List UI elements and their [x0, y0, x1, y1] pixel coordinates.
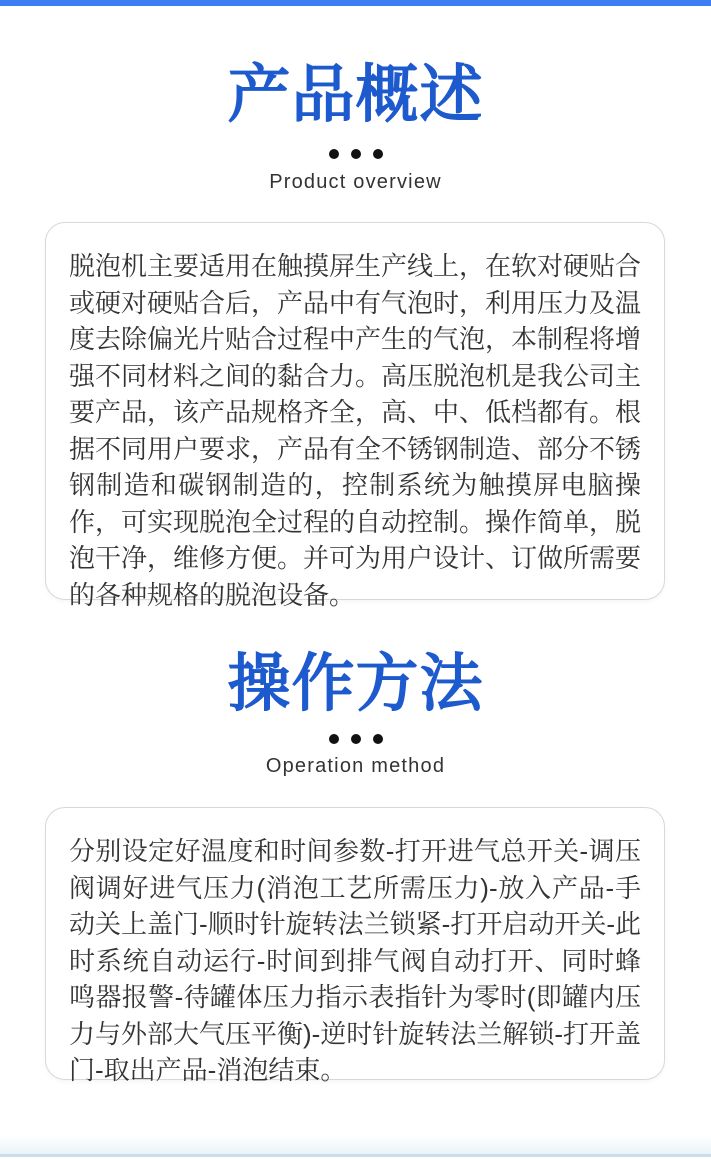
product-overview-text: 脱泡机主要适用在触摸屏生产线上，在软对硬贴合或硬对硬贴合后，产品中有气泡时，利用压力及温度去除偏光片贴合过程中产生的气泡，本制程将增强不同材料之间的黏合力。高压脱泡机是我公司主要产品，该产品规格齐全，高、中、低档都有。根据不同用户要求，产品有全不锈钢制造、部分不锈钢制造和碳钢制造的，控制系统为触摸屏电脑操作，可实现脱泡全过程的自动控制。操作简单，脱泡干净，维修方便。并可为用户设计、订做所需要的各种规格的脱泡设备。 — [69, 251, 642, 610]
dot-icon — [329, 149, 339, 159]
dot-icon — [351, 149, 361, 159]
dots-divider — [0, 734, 711, 744]
section-title-product-overview-en: Product overview — [269, 171, 442, 193]
operation-method-text: 分别设定好温度和时间参数-打开进气总开关-调压阀调好进气压力(消泡工艺所需压力)-放入产品-手动关上盖门-顺时针旋转法兰锁紧-打开启动开关-此时系统自动运行-时间到排气阀自动打开、同时蜂鸣器报警-待罐体压力指示表指针为零时(即罐内压力与外部大气压平衡)-逆时针旋转法兰解锁-打开盖门-取出产品-消泡结束。 — [69, 836, 641, 1085]
bottom-divider — [0, 1154, 711, 1157]
section-title-product-overview-cn: 产品概述 — [227, 60, 484, 130]
dot-icon — [373, 734, 383, 744]
operation-method-card — [45, 807, 665, 1085]
section-title-operation-method-en: Operation method — [265, 755, 446, 777]
section-title-operation-method-cn: 操作方法 — [227, 649, 484, 719]
product-overview-card — [45, 222, 665, 610]
top-accent-bar — [0, 0, 711, 6]
dot-icon — [351, 734, 361, 744]
bottom-fade — [0, 1136, 711, 1154]
dot-icon — [373, 149, 383, 159]
dots-divider — [0, 149, 711, 159]
dot-icon — [329, 734, 339, 744]
